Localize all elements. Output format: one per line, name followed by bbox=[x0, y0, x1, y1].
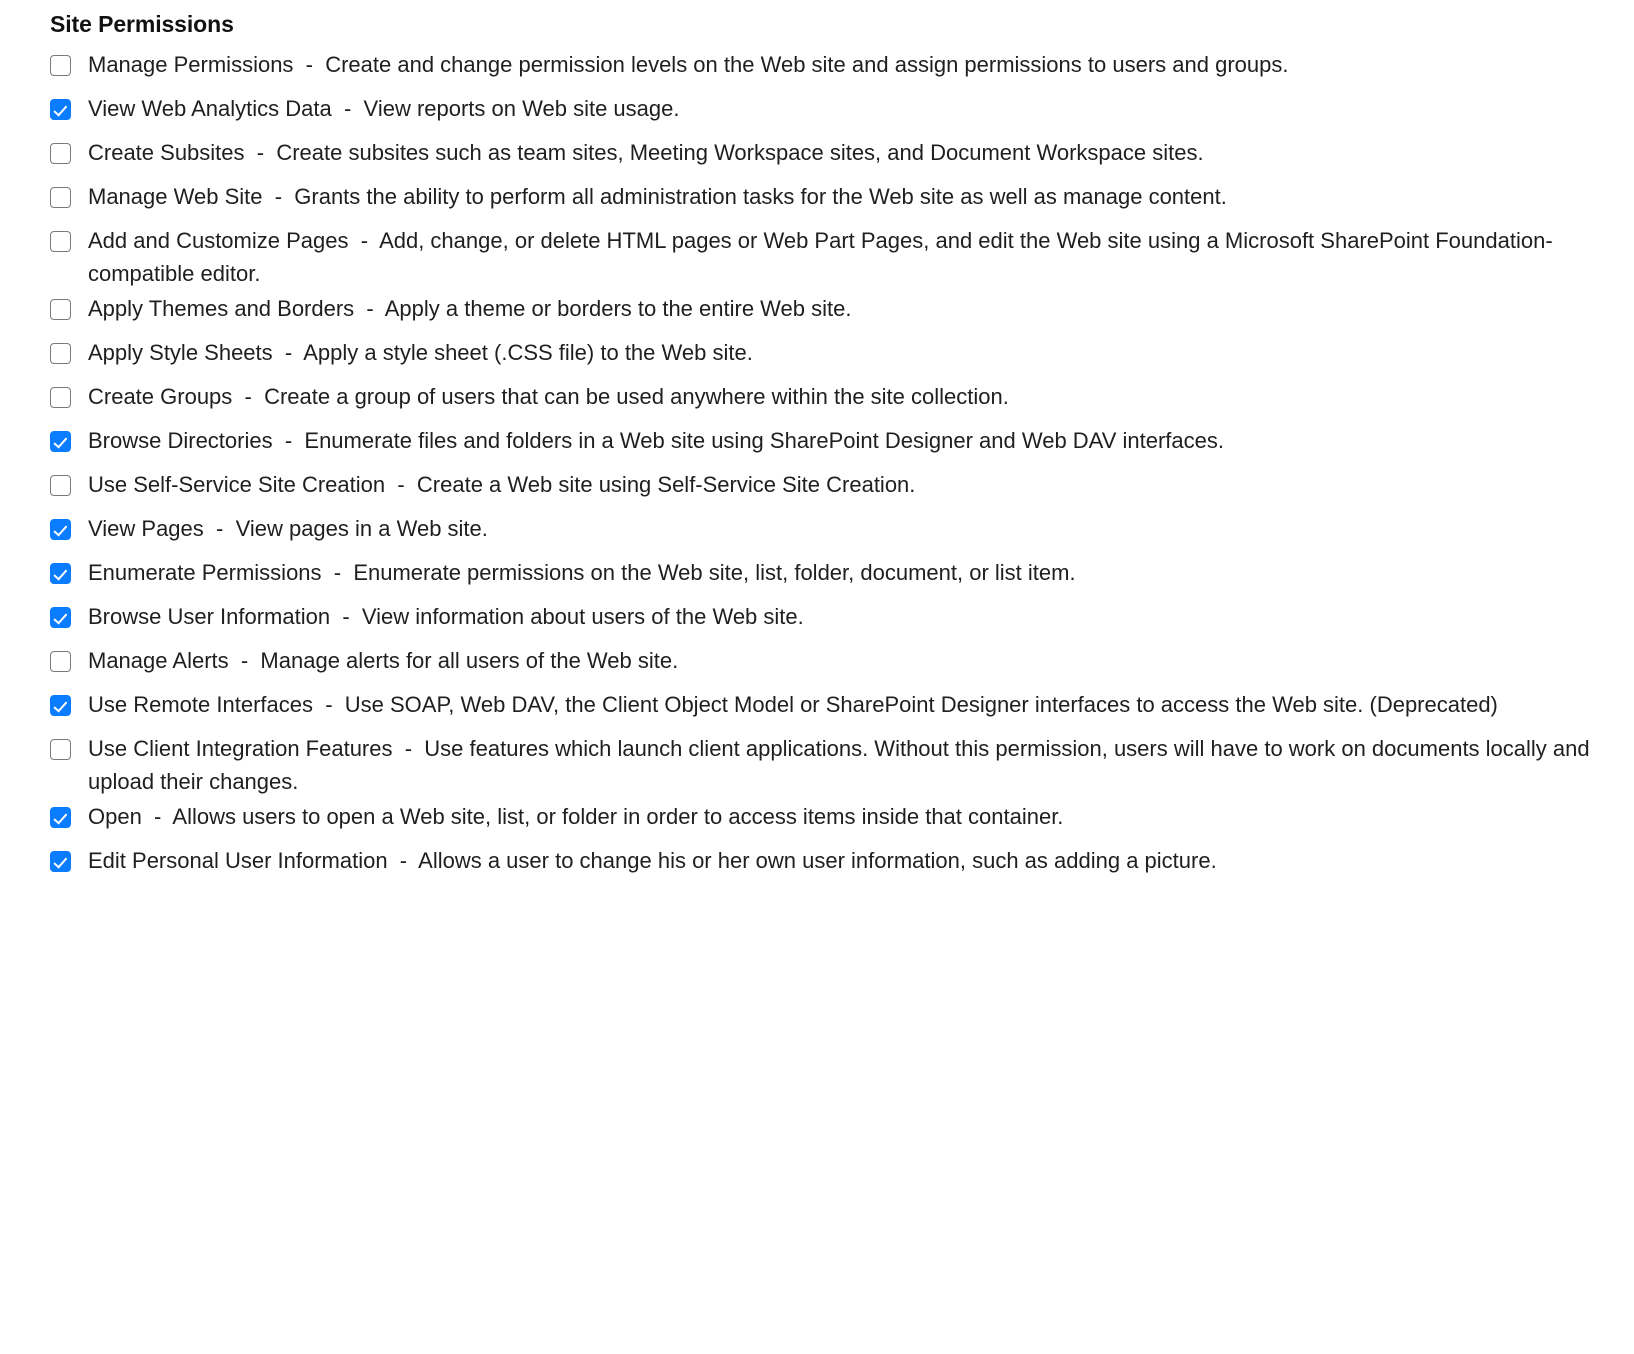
permission-separator: - bbox=[312, 692, 345, 717]
permission-separator: - bbox=[244, 140, 277, 165]
permission-name: Use Self-Service Site Creation bbox=[88, 472, 386, 497]
checkbox-cell bbox=[50, 642, 88, 672]
permission-separator: - bbox=[387, 848, 419, 873]
permission-label[interactable] bbox=[88, 642, 1596, 677]
permission-checkbox[interactable] bbox=[50, 563, 71, 584]
permission-separator: - bbox=[272, 428, 305, 453]
permission-name: Manage Alerts bbox=[88, 648, 229, 673]
checkbox-cell bbox=[50, 510, 88, 540]
permission-row bbox=[50, 598, 1634, 642]
permission-name: Use Remote Interfaces bbox=[88, 692, 313, 717]
permission-separator: - bbox=[331, 96, 364, 121]
permission-name: Manage Web Site bbox=[88, 184, 263, 209]
permission-label[interactable] bbox=[88, 598, 1596, 633]
permission-label[interactable] bbox=[88, 290, 1596, 325]
permission-separator: - bbox=[228, 648, 261, 673]
permission-separator: - bbox=[330, 604, 362, 629]
permission-name: Enumerate Permissions bbox=[88, 560, 322, 585]
permission-description: Add, change, or delete HTML pages or Web Part Pages, and edit the Web site using a Microsoft SharePoint Foundation-compatible editor. bbox=[88, 228, 1553, 286]
checkbox-cell bbox=[50, 730, 88, 760]
permission-description: Create a Web site using Self-Service Site Creation. bbox=[416, 472, 916, 497]
permission-label[interactable] bbox=[88, 554, 1596, 589]
permission-label[interactable] bbox=[88, 510, 1596, 545]
checkbox-cell bbox=[50, 554, 88, 584]
permission-label[interactable] bbox=[88, 686, 1596, 721]
permission-row bbox=[50, 730, 1634, 798]
permission-row bbox=[50, 642, 1634, 686]
permission-checkbox[interactable] bbox=[50, 143, 71, 164]
permission-row bbox=[50, 842, 1634, 886]
page-title: Site Permissions bbox=[50, 11, 234, 37]
permission-checkbox[interactable] bbox=[50, 55, 71, 76]
permission-name: Use Client Integration Features bbox=[88, 736, 393, 761]
checkbox-cell bbox=[50, 378, 88, 408]
permission-separator: - bbox=[293, 52, 326, 77]
permission-row bbox=[50, 222, 1634, 290]
permission-description: Use features which launch client applications. Without this permission, users will have to work on documents locally and upload their changes. bbox=[88, 736, 1590, 794]
permission-name: Apply Themes and Borders bbox=[88, 296, 355, 321]
permission-label[interactable] bbox=[88, 334, 1596, 369]
permission-description: Create subsites such as team sites, Meeting Workspace sites, and Document Workspace sites. bbox=[276, 140, 1204, 165]
permission-description: Create a group of users that can be used anywhere within the site collection. bbox=[264, 384, 1009, 409]
permission-label[interactable] bbox=[88, 422, 1596, 457]
checkbox-cell bbox=[50, 222, 88, 252]
permission-label[interactable] bbox=[88, 730, 1596, 798]
permission-name: Add and Customize Pages bbox=[88, 228, 349, 253]
permission-checkbox[interactable] bbox=[50, 187, 71, 208]
permission-description: View pages in a Web site. bbox=[235, 516, 488, 541]
permission-checkbox[interactable] bbox=[50, 231, 71, 252]
permission-label[interactable] bbox=[88, 798, 1596, 833]
permission-checkbox[interactable] bbox=[50, 431, 71, 452]
permission-description: Allows users to open a Web site, list, or folder in order to access items inside that container. bbox=[172, 804, 1064, 829]
checkbox-cell bbox=[50, 422, 88, 452]
permission-label[interactable] bbox=[88, 222, 1596, 290]
permission-separator: - bbox=[141, 804, 173, 829]
permission-checkbox[interactable] bbox=[50, 607, 71, 628]
permission-checkbox[interactable] bbox=[50, 695, 71, 716]
permission-row bbox=[50, 46, 1634, 90]
permission-description: Use SOAP, Web DAV, the Client Object Model or SharePoint Designer interfaces to access the Web site. (Deprecated) bbox=[344, 692, 1498, 717]
permission-label[interactable] bbox=[88, 134, 1596, 169]
permission-row bbox=[50, 466, 1634, 510]
permission-separator: - bbox=[385, 472, 417, 497]
permission-checkbox[interactable] bbox=[50, 299, 71, 320]
permission-label[interactable] bbox=[88, 90, 1596, 125]
permission-description: Manage alerts for all users of the Web site. bbox=[260, 648, 679, 673]
permission-checkbox[interactable] bbox=[50, 99, 71, 120]
permission-name: View Web Analytics Data bbox=[88, 96, 332, 121]
permission-checkbox[interactable] bbox=[50, 343, 71, 364]
permission-checkbox[interactable] bbox=[50, 387, 71, 408]
permission-checkbox[interactable] bbox=[50, 519, 71, 540]
checkbox-cell bbox=[50, 178, 88, 208]
permission-separator: - bbox=[232, 384, 265, 409]
permission-separator: - bbox=[348, 228, 380, 253]
permissions-list bbox=[50, 46, 1634, 886]
permission-checkbox[interactable] bbox=[50, 475, 71, 496]
permission-name: Open bbox=[88, 804, 142, 829]
permission-description: Create and change permission levels on the Web site and assign permissions to users and groups. bbox=[325, 52, 1289, 77]
permission-row bbox=[50, 134, 1634, 178]
permission-row bbox=[50, 510, 1634, 554]
checkbox-cell bbox=[50, 842, 88, 872]
permission-checkbox[interactable] bbox=[50, 807, 71, 828]
permission-row bbox=[50, 798, 1634, 842]
permission-description: Enumerate files and folders in a Web site using SharePoint Designer and Web DAV interfaces. bbox=[304, 428, 1224, 453]
permission-checkbox[interactable] bbox=[50, 739, 71, 760]
permission-name: Edit Personal User Information bbox=[88, 848, 388, 873]
permission-name: Browse User Information bbox=[88, 604, 331, 629]
permission-description: View information about users of the Web site. bbox=[361, 604, 804, 629]
permission-name: Create Subsites bbox=[88, 140, 245, 165]
permission-label[interactable] bbox=[88, 178, 1596, 213]
permission-row bbox=[50, 378, 1634, 422]
permission-row bbox=[50, 686, 1634, 730]
permission-checkbox[interactable] bbox=[50, 851, 71, 872]
checkbox-cell bbox=[50, 686, 88, 716]
permission-separator: - bbox=[354, 296, 385, 321]
permission-separator: - bbox=[392, 736, 425, 761]
permission-separator: - bbox=[321, 560, 354, 585]
permission-separator: - bbox=[203, 516, 236, 541]
permission-row bbox=[50, 422, 1634, 466]
permission-row bbox=[50, 290, 1634, 334]
permission-label[interactable] bbox=[88, 466, 1596, 501]
checkbox-cell bbox=[50, 466, 88, 496]
permission-label[interactable] bbox=[88, 842, 1596, 877]
permission-row bbox=[50, 554, 1634, 598]
checkbox-cell bbox=[50, 46, 88, 76]
checkbox-cell bbox=[50, 90, 88, 120]
permission-name: Create Groups bbox=[88, 384, 233, 409]
checkbox-cell bbox=[50, 334, 88, 364]
checkbox-cell bbox=[50, 134, 88, 164]
permission-description: Apply a style sheet (.CSS file) to the Web site. bbox=[303, 340, 753, 365]
permission-label[interactable] bbox=[88, 378, 1596, 413]
permission-description: View reports on Web site usage. bbox=[363, 96, 680, 121]
permission-row bbox=[50, 334, 1634, 378]
checkbox-cell bbox=[50, 598, 88, 628]
permission-description: Grants the ability to perform all administration tasks for the Web site as well as manage content. bbox=[294, 184, 1227, 209]
permission-name: Apply Style Sheets bbox=[88, 340, 273, 365]
permission-row bbox=[50, 178, 1634, 222]
checkbox-cell bbox=[50, 290, 88, 320]
permission-name: Manage Permissions bbox=[88, 52, 294, 77]
permission-label[interactable] bbox=[88, 46, 1596, 81]
permission-name: Browse Directories bbox=[88, 428, 273, 453]
permission-row bbox=[50, 90, 1634, 134]
permission-separator: - bbox=[272, 340, 304, 365]
permission-description: Enumerate permissions on the Web site, list, folder, document, or list item. bbox=[353, 560, 1076, 585]
permission-name: View Pages bbox=[88, 516, 204, 541]
permission-checkbox[interactable] bbox=[50, 651, 71, 672]
permission-separator: - bbox=[262, 184, 295, 209]
permission-description: Apply a theme or borders to the entire Web site. bbox=[384, 296, 852, 321]
checkbox-cell bbox=[50, 798, 88, 828]
permission-description: Allows a user to change his or her own user information, such as adding a picture. bbox=[418, 848, 1217, 873]
